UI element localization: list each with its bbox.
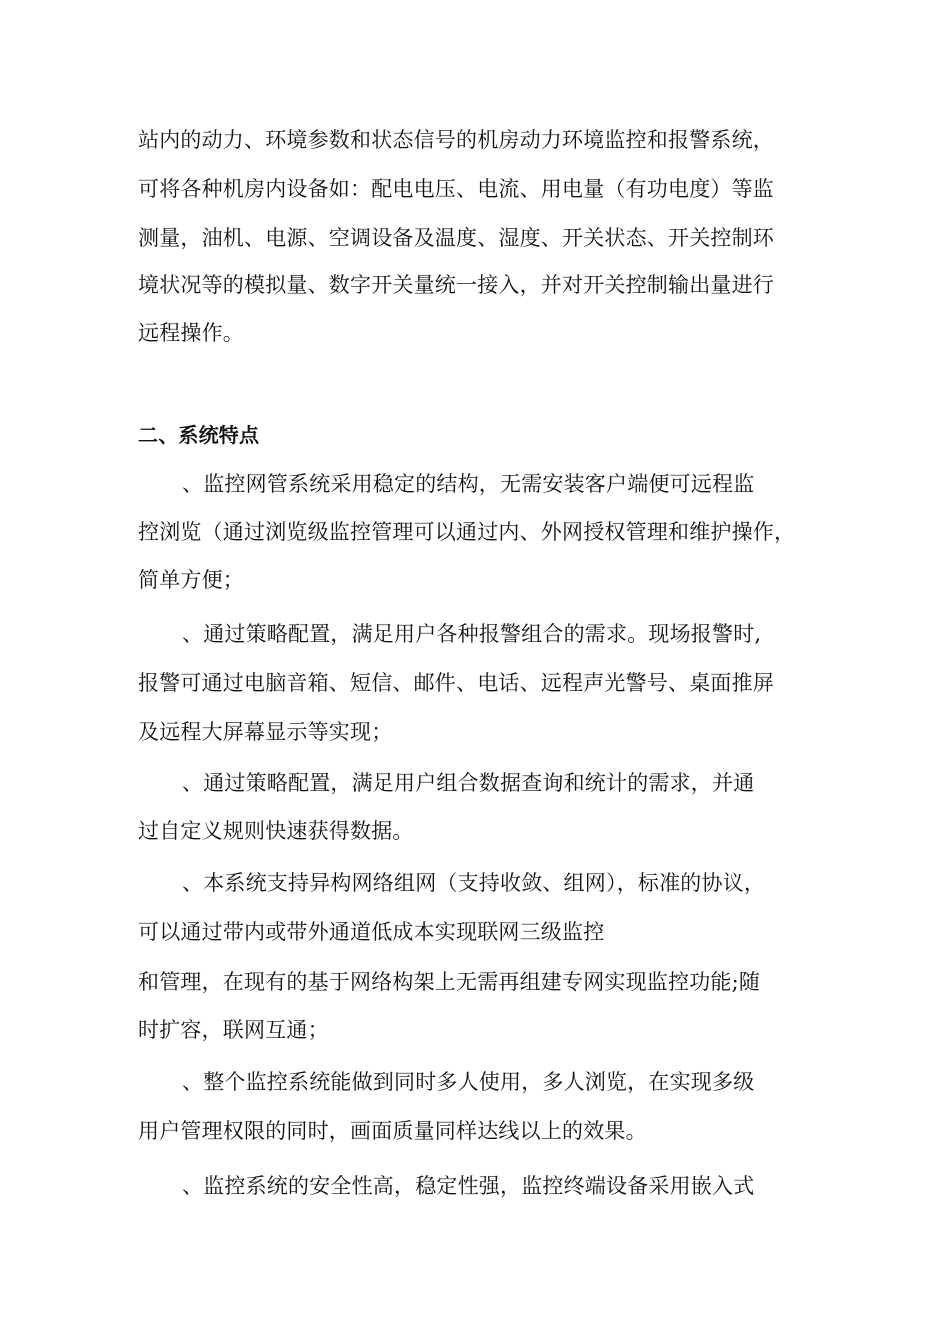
feature-1-line-3: 简单方便； <box>138 568 244 592</box>
feature-6-line-1: 、监控系统的安全性高，稳定性强，监控终端设备采用嵌入式 <box>182 1174 755 1198</box>
intro-line-2: 可将各种机房内设备如：配电电压、电流、用电量（有功电度）等监 <box>138 177 774 201</box>
feature-4-line-1: 、本系统支持异构网络组网（支持收敛、组网），标准的协议， <box>182 871 766 895</box>
feature-4-line-4: 时扩容，联网互通； <box>138 1018 329 1042</box>
intro-line-5: 远程操作。 <box>138 321 244 345</box>
intro-line-1: 站内的动力、环境参数和状态信号的机房动力环境监控和报警系统， <box>138 128 774 152</box>
feature-4-line-2: 可以通过带内或带外通道低成本实现联网三级监控 <box>138 920 605 944</box>
feature-1-line-1: 、监控网管系统采用稳定的结构，无需安装客户端便可远程监 <box>182 472 755 496</box>
feature-2-line-3: 及远程大屏幕显示等实现； <box>138 720 393 744</box>
intro-line-4: 境状况等的模拟量、数字开关量统一接入，并对开关控制输出量进行 <box>138 273 774 297</box>
feature-2-line-1: 、通过策略配置，满足用户各种报警组合的需求。现场报警时, <box>182 622 762 646</box>
feature-3-line-2: 过自定义规则快速获得数据。 <box>138 819 414 843</box>
section-heading: 二、系统特点 <box>138 423 260 447</box>
feature-5-line-1: 、整个监控系统能做到同时多人使用，多人浏览，在实现多级 <box>182 1070 755 1094</box>
feature-2-line-2: 报警可通过电脑音箱、短信、邮件、电话、远程声光警号、桌面推屏 <box>138 671 774 695</box>
feature-1-line-2: 控浏览（通过浏览级监控管理可以通过内、外网授权管理和维护操作， <box>138 520 796 544</box>
feature-5-line-2: 用户管理权限的同时，画面质量同样达线以上的效果。 <box>138 1119 647 1143</box>
feature-4-line-3: 和管理，在现有的基于网络构架上无需再组建专网实现监控功能;随 <box>138 970 761 994</box>
feature-3-line-1: 、通过策略配置，满足用户组合数据查询和统计的需求，并通 <box>182 771 755 795</box>
intro-line-3: 测量，油机、电源、空调设备及温度、湿度、开关状态、开关控制环 <box>138 226 774 250</box>
